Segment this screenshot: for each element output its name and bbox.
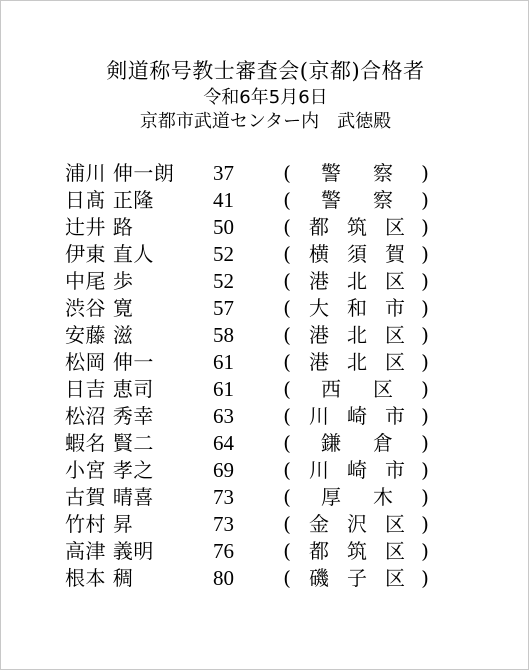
passer-name: 中尾 歩 [65, 269, 134, 293]
list-item [1, 511, 529, 538]
close-paren: ) [421, 404, 429, 428]
passer-name: 伊東 直人 [65, 242, 154, 266]
open-paren: ( [283, 566, 291, 590]
open-paren: ( [283, 161, 291, 185]
list-item [1, 403, 529, 430]
passer-name: 松岡 伸一 [65, 350, 154, 374]
open-paren: ( [283, 377, 291, 401]
open-paren: ( [283, 458, 291, 482]
passer-age: 73 [213, 512, 234, 536]
list-item [1, 214, 529, 241]
passer-age: 76 [213, 539, 234, 563]
open-paren: ( [283, 539, 291, 563]
exam-date: 令和6年5月6日 [203, 87, 328, 108]
list-item [1, 484, 529, 511]
open-paren: ( [283, 296, 291, 320]
close-paren: ) [421, 269, 429, 293]
passer-age: 57 [213, 296, 234, 320]
passer-age: 52 [213, 269, 234, 293]
passer-name: 古賀 晴喜 [65, 485, 154, 509]
passer-name: 松沼 秀幸 [65, 404, 154, 428]
passer-affiliation: 都 筑 区 [309, 215, 405, 239]
open-paren: ( [283, 269, 291, 293]
passer-name: 日吉 恵司 [65, 377, 154, 401]
passer-name: 浦川 伸一朗 [65, 161, 175, 185]
passer-age: 50 [213, 215, 234, 239]
passer-affiliation: 警 察 [321, 161, 393, 185]
close-paren: ) [421, 539, 429, 563]
passer-age: 61 [213, 377, 234, 401]
list-item [1, 241, 529, 268]
open-paren: ( [283, 215, 291, 239]
list-item [1, 322, 529, 349]
open-paren: ( [283, 431, 291, 455]
passer-name: 渋谷 寛 [65, 296, 134, 320]
close-paren: ) [421, 188, 429, 212]
close-paren: ) [421, 323, 429, 347]
close-paren: ) [421, 566, 429, 590]
exam-venue: 京都市武道センター内 武徳殿 [139, 111, 392, 132]
list-item [1, 538, 529, 565]
passer-affiliation: 港 北 区 [309, 269, 405, 293]
passer-age: 63 [213, 404, 234, 428]
passer-affiliation: 厚 木 [321, 485, 393, 509]
passer-affiliation: 港 北 区 [309, 350, 405, 374]
close-paren: ) [421, 215, 429, 239]
passer-age: 64 [213, 431, 234, 455]
close-paren: ) [421, 350, 429, 374]
passer-name: 高津 義明 [65, 539, 154, 563]
passer-age: 58 [213, 323, 234, 347]
open-paren: ( [283, 242, 291, 266]
passer-age: 69 [213, 458, 234, 482]
close-paren: ) [421, 458, 429, 482]
passer-name: 日髙 正隆 [65, 188, 154, 212]
passer-name: 小宮 孝之 [65, 458, 154, 482]
open-paren: ( [283, 350, 291, 374]
list-item [1, 376, 529, 403]
passer-affiliation: 金 沢 区 [309, 512, 405, 536]
list-item [1, 295, 529, 322]
passer-name: 竹村 昇 [65, 512, 134, 536]
close-paren: ) [421, 485, 429, 509]
passer-affiliation: 横 須 賀 [309, 242, 405, 266]
close-paren: ) [421, 161, 429, 185]
passer-name: 根本 稠 [65, 566, 134, 590]
passer-name: 辻井 路 [65, 215, 134, 239]
passer-affiliation: 警 察 [321, 188, 393, 212]
passer-age: 52 [213, 242, 234, 266]
list-item [1, 565, 529, 592]
passer-name: 安藤 滋 [65, 323, 134, 347]
close-paren: ) [421, 512, 429, 536]
open-paren: ( [283, 485, 291, 509]
list-item [1, 160, 529, 187]
passer-age: 37 [213, 161, 234, 185]
passer-affiliation: 磯 子 区 [309, 566, 405, 590]
passer-age: 41 [213, 188, 234, 212]
passer-affiliation: 川 崎 市 [309, 404, 405, 428]
close-paren: ) [421, 296, 429, 320]
passer-affiliation: 都 筑 区 [309, 539, 405, 563]
passer-age: 61 [213, 350, 234, 374]
list-item [1, 187, 529, 214]
passer-affiliation: 川 崎 市 [309, 458, 405, 482]
document-title: 剣道称号教士審査会(京都)合格者 [106, 59, 425, 83]
close-paren: ) [421, 431, 429, 455]
passer-affiliation: 鎌 倉 [321, 431, 393, 455]
close-paren: ) [421, 242, 429, 266]
passer-name: 蝦名 賢二 [65, 431, 154, 455]
open-paren: ( [283, 512, 291, 536]
open-paren: ( [283, 404, 291, 428]
passer-age: 80 [213, 566, 234, 590]
passer-affiliation: 大 和 市 [309, 296, 405, 320]
close-paren: ) [421, 377, 429, 401]
list-item [1, 268, 529, 295]
passer-affiliation: 西 区 [321, 377, 393, 401]
open-paren: ( [283, 323, 291, 347]
passer-age: 73 [213, 485, 234, 509]
list-item [1, 430, 529, 457]
list-item [1, 457, 529, 484]
passer-affiliation: 港 北 区 [309, 323, 405, 347]
open-paren: ( [283, 188, 291, 212]
list-item [1, 349, 529, 376]
